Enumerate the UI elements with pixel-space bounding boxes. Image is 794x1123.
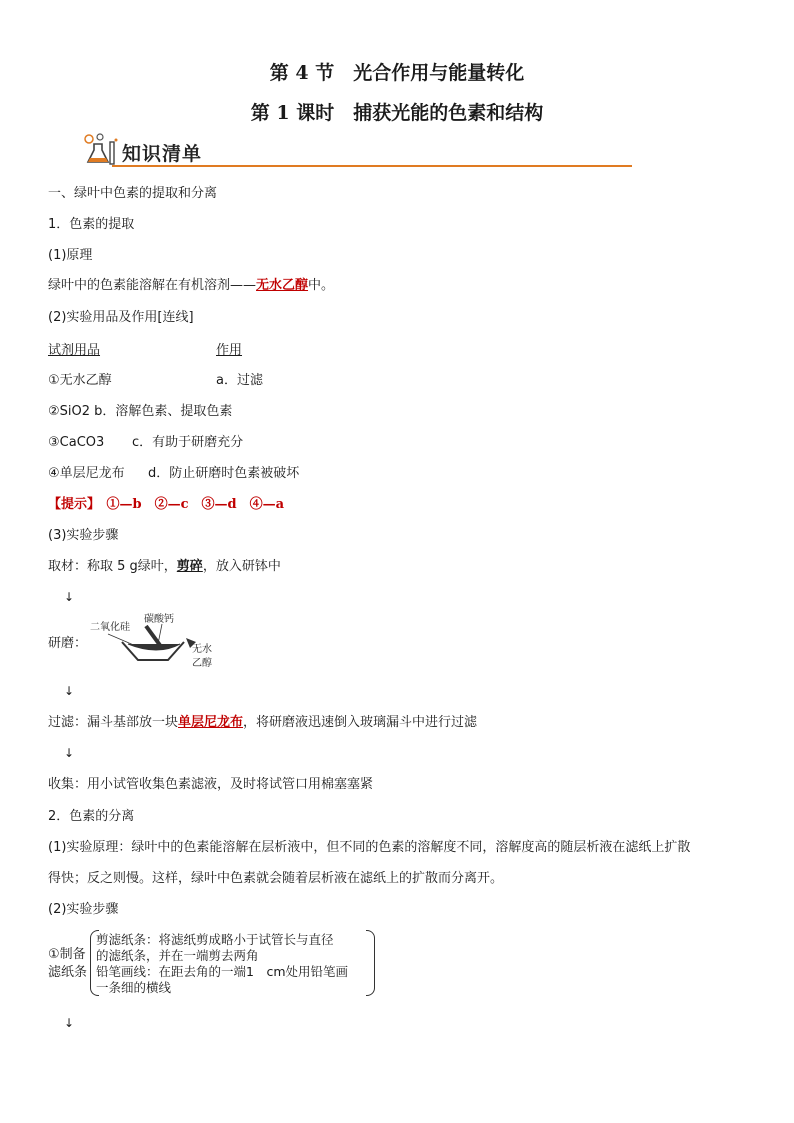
knowledge-banner [76, 130, 632, 168]
filter-paper-prep [48, 930, 388, 1000]
step-collect-material [48, 557, 281, 577]
separation-steps-label: (2)实验步骤 [48, 902, 119, 917]
function-a: a．过滤 [216, 373, 263, 388]
table-header-reagent: 试剂用品 [48, 343, 101, 358]
prep-items [96, 932, 348, 996]
reagent-4: ④单层尼龙布 [48, 466, 125, 481]
section-title: 第 4 节 光合作用与能量转化 [269, 62, 525, 84]
label-silica: 二氧化硅 [90, 622, 130, 633]
step1-text-a: 取材：称取 5 g绿叶， [48, 559, 177, 574]
reagent-1: ①无水乙醇 [48, 373, 112, 388]
table-header-function: 作用 [216, 343, 243, 358]
principle-text [48, 276, 334, 296]
reagent-3: ③CaCO3 [48, 435, 105, 450]
prep-label [48, 946, 87, 982]
prep-item-1: 剪滤纸条：将滤纸剪成略小于试管长与直径 [96, 932, 334, 947]
step3-text-a: 过滤：漏斗基部放一块 [48, 715, 179, 730]
principle-answer: 无水乙醇 [256, 278, 309, 293]
step1-text-b: ，放入研钵中 [202, 559, 281, 574]
principle-text-b: 中。 [308, 278, 335, 293]
label-ethanol-1: 无水 [192, 644, 212, 655]
right-brace [366, 930, 375, 996]
prep-item-4: 一条细的横线 [96, 980, 172, 995]
lab-flask-icon [80, 132, 120, 168]
prep-label-1: ①制备 [48, 947, 86, 962]
steps-label: (3)实验步骤 [48, 528, 119, 543]
banner-label: 知识清单 [122, 143, 203, 165]
label-ethanol-2: 乙醇 [192, 658, 212, 669]
step-grind: 研磨： [48, 636, 88, 651]
down-arrow-icon: ↓ [64, 746, 75, 760]
mortar-diagram [88, 612, 218, 676]
lesson-title: 第 1 课时 捕获光能的色素和结构 [250, 102, 544, 124]
separation-principle-2: 得快；反之则慢。这样，绿叶中色素就会随着层析液在滤纸上的扩散而分离开。 [48, 871, 504, 886]
step3-text-b: ，将研磨液迅速倒入玻璃漏斗中进行过滤 [243, 715, 478, 730]
prep-label-2: 滤纸条 [48, 965, 88, 980]
step-collect-filtrate: 收集：用小试管收集色素滤液，及时将试管口用棉塞塞紧 [48, 777, 374, 792]
hint-answer: 【提示】 ①—b ②—c ③—d ④—a [48, 497, 285, 512]
banner-rule [112, 165, 632, 167]
heading-separation: 2．色素的分离 [48, 809, 135, 824]
heading-extraction-separation: 一、绿叶中色素的提取和分离 [48, 186, 218, 201]
step3-answer: 单层尼龙布 [178, 715, 244, 730]
reagent-2-row: ②SiO2 b．溶解色素、提取色素 [48, 404, 233, 419]
step1-answer: 剪碎 [176, 559, 203, 574]
step-filter [48, 713, 477, 733]
function-d: d．防止研磨时色素被破坏 [148, 466, 300, 481]
separation-principle-1: (1)实验原理：绿叶中的色素能溶解在层析液中，但不同的色素的溶解度不同，溶解度高的随层析液在滤纸上扩散 [48, 840, 691, 855]
prep-item-3: 铅笔画线：在距去角的一端1 cm处用铅笔画 [96, 964, 349, 979]
down-arrow-icon: ↓ [64, 684, 75, 698]
materials-label: (2)实验用品及作用[连线] [48, 310, 194, 325]
down-arrow-icon: ↓ [64, 590, 75, 604]
prep-item-2: 的滤纸条，并在一端剪去两角 [96, 948, 259, 963]
heading-extraction: 1．色素的提取 [48, 217, 135, 232]
function-c: c．有助于研磨充分 [132, 435, 244, 450]
principle-text-a: 绿叶中的色素能溶解在有机溶剂—— [48, 278, 257, 293]
principle-label: (1)原理 [48, 248, 93, 263]
down-arrow-icon: ↓ [64, 1016, 75, 1030]
label-calcium-carbonate: 碳酸钙 [144, 614, 174, 625]
